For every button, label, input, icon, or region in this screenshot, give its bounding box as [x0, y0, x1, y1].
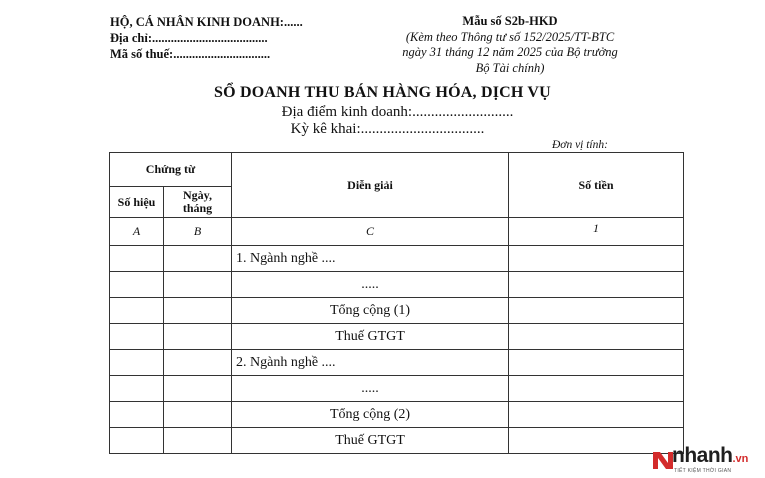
ledger-title: SỔ DOANH THU BÁN HÀNG HÓA, DỊCH VỤ	[214, 84, 551, 101]
column-code: A	[110, 218, 164, 246]
amount-cell	[509, 246, 684, 272]
business-header	[110, 14, 303, 62]
table-row	[110, 272, 684, 298]
form-note-line-2: ngày 31 tháng 12 năm 2025 của Bộ trưởng	[402, 45, 618, 59]
voucher-date-cell	[164, 350, 232, 376]
amount-cell	[509, 272, 684, 298]
description-cell: .....	[232, 272, 509, 298]
voucher-date-cell	[164, 324, 232, 350]
table-row	[110, 246, 684, 272]
amount-cell	[509, 324, 684, 350]
voucher-date-cell	[164, 376, 232, 402]
amount-cell	[509, 402, 684, 428]
form-note-line-3: Bộ Tài chính)	[475, 60, 545, 75]
table-row	[110, 376, 684, 402]
watermark-tagline: TIẾT KIỆM THỜI GIAN	[674, 468, 732, 474]
description-cell: Tổng cộng (1)	[232, 298, 509, 324]
description-cell: Thuế GTGT	[232, 428, 509, 454]
voucher-number-cell	[110, 272, 164, 298]
revenue-ledger-table	[109, 152, 684, 454]
column-code-row	[110, 218, 684, 246]
table-row	[110, 350, 684, 376]
voucher-group-header: Chứng từ	[110, 153, 232, 187]
column-code: B	[164, 218, 232, 246]
watermark-suffix: .vn	[732, 453, 749, 465]
voucher-date-cell	[164, 402, 232, 428]
form-number: Mẫu số S2b-HKD	[462, 14, 558, 28]
voucher-number-cell	[110, 402, 164, 428]
declaration-period: Kỳ kê khai:.................................	[290, 121, 485, 137]
voucher-number-header: Số hiệu	[110, 187, 164, 218]
description-header: Diễn giải	[232, 153, 509, 218]
voucher-number-cell	[110, 246, 164, 272]
table-row	[110, 298, 684, 324]
header-row	[110, 153, 684, 187]
voucher-date-cell	[164, 298, 232, 324]
column-code: C	[232, 218, 509, 246]
description-cell: Thuế GTGT	[232, 324, 509, 350]
watermark-brand-name	[672, 444, 748, 468]
tax-code-line: Mã số thuế:...............................	[110, 47, 271, 61]
amount-cell	[509, 298, 684, 324]
voucher-date-cell	[164, 246, 232, 272]
form-note-line-1: (Kèm theo Thông tư số 152/2025/TT-BTC	[405, 29, 615, 44]
voucher-date-header: Ngày, tháng	[164, 187, 232, 218]
address-line: Địa chỉ:.....................................	[110, 31, 268, 45]
amount-cell	[509, 350, 684, 376]
table-row	[110, 428, 684, 454]
voucher-number-cell	[110, 428, 164, 454]
voucher-number-cell	[110, 298, 164, 324]
voucher-number-cell	[110, 376, 164, 402]
table-row	[110, 324, 684, 350]
table-row	[110, 402, 684, 428]
description-cell: 2. Ngành nghề ....	[232, 350, 509, 376]
business-location: Địa điểm kinh doanh:...........................	[281, 104, 514, 120]
column-code: 1	[509, 218, 684, 246]
amount-cell	[509, 376, 684, 402]
unit-label: Đơn vị tính:	[552, 139, 608, 151]
voucher-date-cell	[164, 428, 232, 454]
voucher-number-cell	[110, 350, 164, 376]
amount-header: Số tiền	[509, 153, 684, 218]
form-reference	[375, 14, 645, 76]
description-cell: .....	[232, 376, 509, 402]
watermark-name: nhanh	[672, 444, 733, 467]
description-cell: 1. Ngành nghề ....	[232, 246, 509, 272]
voucher-date-cell	[164, 272, 232, 298]
description-cell: Tổng cộng (2)	[232, 402, 509, 428]
voucher-number-cell	[110, 324, 164, 350]
business-name-line: HỘ, CÁ NHÂN KINH DOANH:......	[110, 15, 303, 29]
